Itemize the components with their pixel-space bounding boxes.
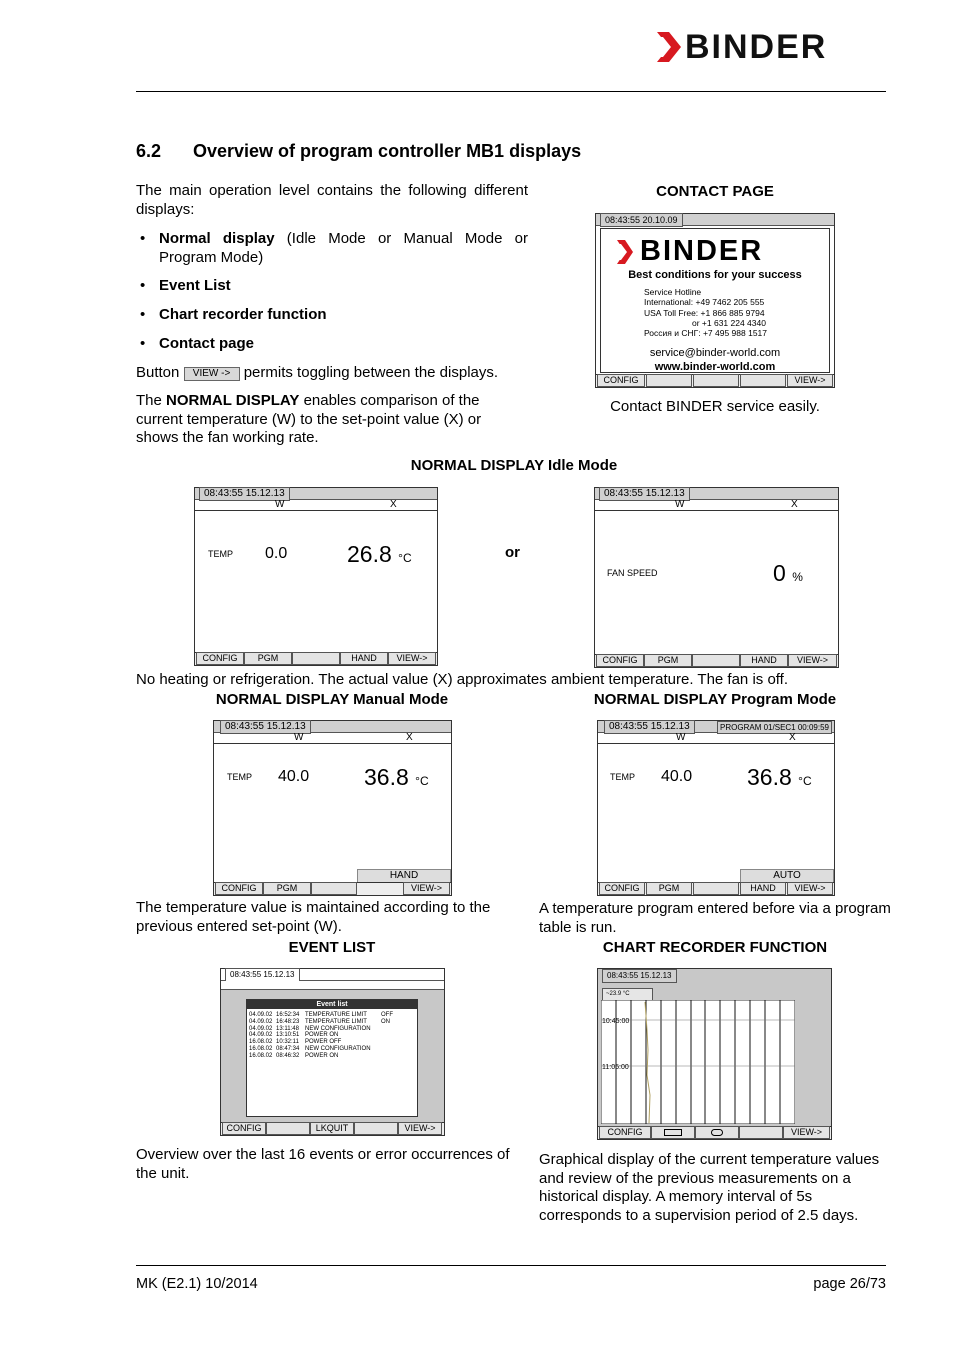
event-date: 04.09.02 — [249, 1025, 273, 1032]
normal-display-text — [136, 392, 526, 448]
w-label: W — [275, 499, 285, 510]
w-label: W — [676, 732, 686, 743]
w-value: 40.0 — [661, 768, 693, 785]
event-date: 16.08.02 — [249, 1039, 273, 1046]
screen-wx-bar — [598, 732, 834, 744]
scroll-icon — [711, 1129, 723, 1136]
screen-time: 08:43:55 15.12.13 — [604, 720, 695, 734]
section-title: Overview of program controller MB1 displays — [193, 141, 582, 161]
button-sentence — [136, 364, 536, 383]
event-time: 10:32:11 — [276, 1039, 299, 1046]
footer-rule — [136, 1265, 886, 1266]
empty-button[interactable] — [292, 652, 340, 665]
bullet-bold: Chart recorder function — [159, 306, 327, 323]
chart-plot — [601, 1000, 795, 1124]
event-row — [249, 1053, 417, 1060]
event-row — [249, 1032, 417, 1039]
event-time: 08:46:32 — [276, 1052, 300, 1059]
config-button[interactable]: CONFIG — [599, 1126, 651, 1139]
fan-speed-label: FAN SPEED — [607, 568, 658, 578]
contact-hotline — [644, 287, 767, 338]
contact-brand: BINDER — [640, 235, 764, 267]
event-date: 04.09.02 — [249, 1012, 273, 1018]
contact-screen — [595, 213, 835, 388]
x-value: 36.8 — [747, 764, 792, 790]
screen-time: 08:43:55 15.12.13 — [602, 969, 677, 983]
temp-label: TEMP — [227, 772, 253, 782]
section-heading — [136, 141, 581, 162]
footer-page: page 26/73 — [813, 1276, 886, 1292]
event-rows — [247, 1009, 417, 1060]
chart-description: Graphical display of the current temperature values and review of the previous measurements on a historical display. A memory interval of 5s corresponds to a supervision period of 2.5 days. — [539, 1151, 880, 1224]
pgm-button[interactable]: PGM — [244, 652, 292, 665]
event-row — [249, 1039, 417, 1046]
empty-button[interactable] — [692, 654, 740, 667]
intro-text: The main operation level contains the following different displays: — [136, 182, 528, 218]
event-time: 16:48:23 — [276, 1018, 300, 1025]
chart-time-label: 11:05:00 — [602, 1064, 629, 1071]
contact-caption: CONTACT PAGE — [656, 183, 774, 200]
program-screen — [597, 720, 835, 896]
x-label: X — [390, 499, 397, 510]
event-row — [249, 1026, 417, 1033]
empty-button[interactable] — [740, 374, 786, 387]
event-state: ON — [381, 1018, 390, 1025]
scroll-button[interactable] — [695, 1126, 739, 1139]
hotline-usa-alt: or +1 631 224 4340 — [692, 317, 766, 328]
event-event: NEW CONFIGURATION — [305, 1045, 371, 1052]
screen-wx-bar — [214, 732, 451, 744]
manual-description: The temperature value is maintained according to the previous entered set-point (W). — [136, 899, 491, 935]
footer-version: MK (E2.1) 10/2014 — [136, 1276, 258, 1292]
w-value: 0.0 — [265, 545, 288, 562]
x-value-group — [364, 764, 429, 791]
x-label: X — [406, 732, 413, 743]
zoom-icon — [664, 1129, 682, 1136]
empty-button[interactable] — [266, 1122, 310, 1135]
screen-wx-bar — [195, 499, 437, 511]
contact-web: www.binder-world.com — [654, 361, 776, 373]
binder-logo-mark-icon — [655, 30, 683, 64]
bullet-bold: Normal display — [159, 230, 275, 247]
unit: % — [792, 570, 803, 584]
event-date: 04.09.02 — [249, 1032, 273, 1039]
config-button[interactable]: CONFIG — [599, 882, 645, 895]
hotline-international: International: +49 7462 205 555 — [644, 297, 765, 308]
event-event: POWER OFF — [305, 1039, 342, 1046]
event-time: 13:11:48 — [276, 1025, 299, 1032]
unit: °C — [415, 774, 429, 788]
header-rule — [136, 91, 886, 92]
x-value: 0 — [773, 560, 786, 586]
hand-button[interactable]: HAND — [340, 652, 388, 665]
event-description: Overview over the last 16 events or error occurrences of the unit. — [136, 1146, 510, 1182]
empty-button[interactable] — [739, 1126, 783, 1139]
contact-logo-mark-icon — [616, 239, 634, 265]
pgm-button[interactable]: PGM — [646, 882, 692, 895]
event-row — [249, 1046, 417, 1053]
unit: °C — [398, 551, 412, 565]
empty-button[interactable] — [693, 374, 739, 387]
mode-indicator: HAND — [357, 869, 451, 883]
view-button[interactable]: VIEW-> — [787, 374, 833, 387]
view-button[interactable]: VIEW-> — [403, 882, 450, 895]
temp-label: TEMP — [610, 772, 636, 782]
event-screen — [220, 968, 445, 1136]
x-value-group — [747, 764, 812, 791]
view-button[interactable]: VIEW-> — [388, 652, 436, 665]
screen-subbar — [221, 981, 444, 990]
pgm-button[interactable]: PGM — [644, 654, 692, 667]
config-button[interactable]: CONFIG — [596, 654, 644, 667]
event-date: 16.08.02 — [249, 1052, 273, 1059]
w-label: W — [675, 499, 685, 510]
button-suffix: permits toggling between the displays. — [243, 364, 499, 381]
contact-email: service@binder-world.com — [649, 347, 781, 359]
hand-button[interactable]: HAND — [740, 654, 788, 667]
normal-rest: enables comparison of the current temperature (W) to the set-point value (X) or shows the fan working rate. — [136, 392, 482, 446]
chart-tab[interactable]: ~23.9 °C — [602, 988, 653, 1001]
w-value: 40.0 — [278, 768, 310, 785]
section-number: 6.2 — [136, 141, 162, 161]
event-event: POWER ON — [305, 1052, 339, 1059]
contact-description: Contact BINDER service easily. — [610, 398, 820, 415]
hotline-title: Service Hotline — [644, 287, 702, 297]
event-state: OFF — [381, 1012, 393, 1018]
screen-time: 08:43:55 15.12.13 — [199, 487, 290, 501]
screen-time: 08:43:55 15.12.13 — [225, 968, 300, 982]
button-prefix: Button — [136, 364, 180, 381]
program-status: PROGRAM 01/SEC1 00:09:59 — [717, 721, 832, 734]
chart-screen — [597, 968, 832, 1140]
idle-description: No heating or refrigeration. The actual value (X) approximates ambient temperature. The fan is off. — [136, 671, 789, 688]
hand-button[interactable]: HAND — [740, 882, 786, 895]
empty-button[interactable] — [311, 882, 357, 895]
config-button[interactable]: CONFIG — [215, 882, 263, 895]
view-button[interactable]: VIEW-> — [783, 1126, 830, 1139]
event-time: 13:10:51 — [276, 1032, 300, 1039]
chart-background — [601, 1000, 795, 1124]
x-value: 26.8 — [347, 541, 392, 567]
zoom-button[interactable] — [651, 1126, 695, 1139]
event-row — [249, 1019, 417, 1026]
x-value-group — [347, 541, 412, 568]
idle-fan-screen — [594, 487, 839, 668]
normal-prefix: The — [136, 392, 162, 409]
or-label: or — [505, 544, 520, 561]
binder-logo — [655, 30, 887, 64]
event-caption: EVENT LIST — [288, 939, 376, 956]
normal-bold: NORMAL DISPLAY — [166, 392, 300, 409]
lkquit-button[interactable]: LKQUIT — [310, 1122, 354, 1135]
w-label: W — [294, 732, 304, 743]
x-value-group — [773, 560, 803, 587]
temp-label: TEMP — [208, 549, 234, 559]
chart-caption: CHART RECORDER FUNCTION — [602, 939, 828, 956]
manual-caption: NORMAL DISPLAY Manual Mode — [215, 691, 449, 708]
event-row — [249, 1012, 417, 1019]
screen-time: 08:43:55 15.12.13 — [599, 487, 690, 501]
manual-screen — [213, 720, 452, 896]
x-label: X — [789, 732, 796, 743]
screen-wx-bar — [595, 499, 838, 511]
x-label: X — [791, 499, 798, 510]
view-button[interactable]: VIEW-> — [788, 654, 837, 667]
brand-name: BINDER — [685, 28, 828, 66]
x-value: 36.8 — [364, 764, 409, 790]
event-event: TEMPERATURE LIMIT — [305, 1012, 367, 1018]
config-button[interactable]: CONFIG — [222, 1122, 266, 1135]
bullet-rest: (Idle Mode or Manual Mode or Program Mode) — [159, 230, 528, 266]
contact-time: 08:43:55 20.10.09 — [600, 213, 683, 227]
program-description: A temperature program entered before via a program table is run. — [539, 900, 891, 936]
view-button[interactable]: VIEW-> — [398, 1122, 442, 1135]
program-caption: NORMAL DISPLAY Program Mode — [593, 691, 837, 708]
hotline-russia: Россия и СНГ: +7 495 988 1517 — [644, 328, 767, 339]
empty-button[interactable] — [693, 882, 739, 895]
config-button[interactable]: CONFIG — [196, 652, 244, 665]
event-event: POWER ON — [305, 1032, 339, 1039]
idle-temp-screen — [194, 487, 438, 666]
config-button[interactable]: CONFIG — [597, 374, 645, 387]
event-time: 08:47:34 — [276, 1045, 300, 1052]
event-date: 16.08.02 — [249, 1045, 273, 1052]
event-time: 16:52:34 — [276, 1012, 300, 1018]
bullet-bold: Contact page — [159, 335, 255, 352]
event-list-title: Event list — [247, 1000, 417, 1009]
contact-slogan: Best conditions for your success — [628, 269, 802, 281]
event-list-box — [246, 999, 418, 1117]
chart-time-label: 10:45:00 — [602, 1018, 630, 1025]
view-button[interactable]: VIEW-> — [787, 882, 833, 895]
event-event: TEMPERATURE LIMIT — [305, 1018, 367, 1025]
event-date: 04.09.02 — [249, 1018, 273, 1025]
bullet-bold: Event List — [159, 277, 231, 294]
mode-indicator: AUTO — [740, 869, 834, 883]
screen-time: 08:43:55 15.12.13 — [220, 720, 311, 734]
pgm-button[interactable]: PGM — [263, 882, 311, 895]
event-event: NEW CONFIGURATION — [305, 1025, 371, 1032]
empty-button[interactable] — [646, 374, 692, 387]
view-button-sample: VIEW -> — [184, 367, 240, 381]
empty-button[interactable] — [354, 1122, 398, 1135]
idle-caption: NORMAL DISPLAY Idle Mode — [410, 457, 618, 474]
unit: °C — [798, 774, 812, 788]
hotline-usa: USA Toll Free: +1 866 885 9794 — [644, 307, 765, 318]
